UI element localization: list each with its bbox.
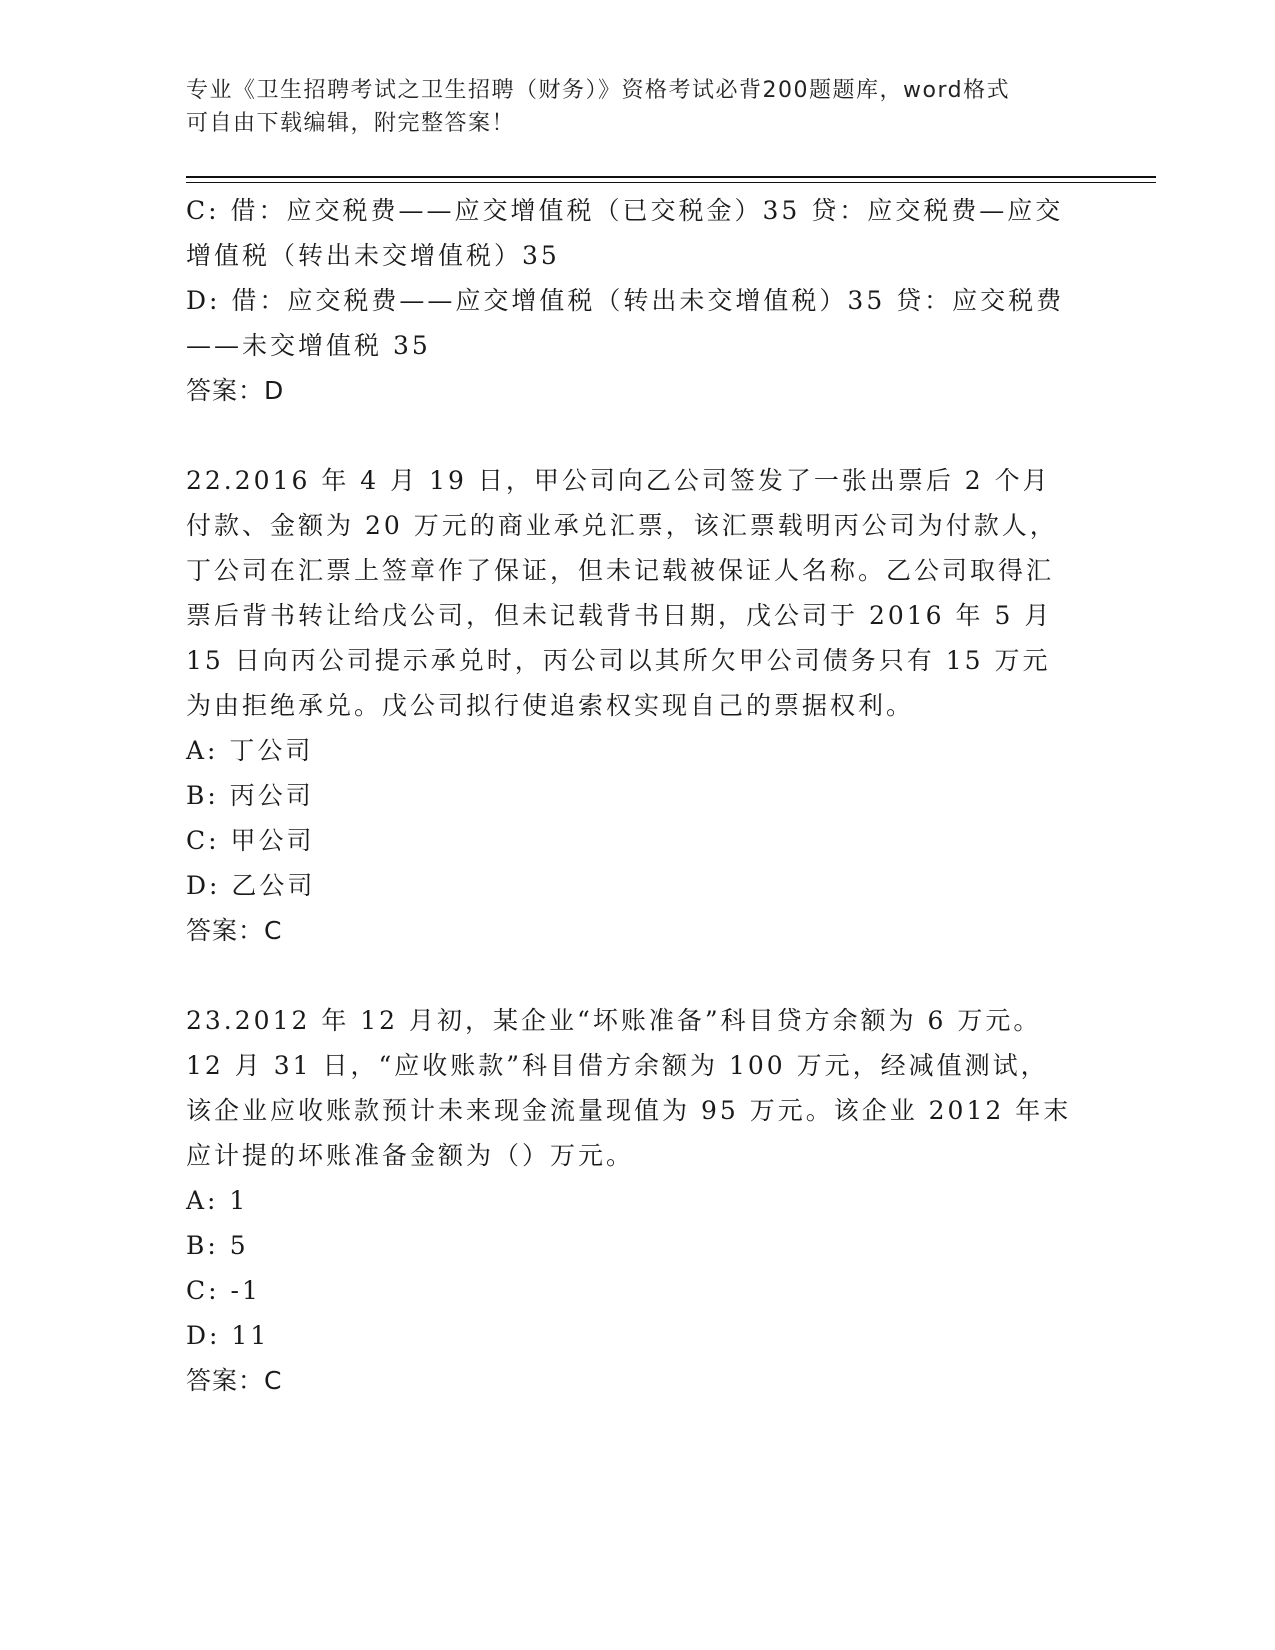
spacer <box>186 953 1076 998</box>
q23-option-a: A: 1 <box>186 1186 249 1215</box>
q21-answer: 答案：D <box>186 376 285 405</box>
q22-option-d: D: 乙公司 <box>186 871 316 900</box>
q23-option-c: C: -1 <box>186 1276 261 1305</box>
spacer <box>186 413 1076 458</box>
header-line-2: 可自由下载编辑，附完整答案！ <box>186 111 516 136</box>
q22-option-c: C: 甲公司 <box>186 826 315 855</box>
q23-answer: 答案：C <box>186 1366 283 1395</box>
q22-stem: 22.2016 年 4 月 19 日，甲公司向乙公司签发了一张出票后 2 个月付款、金额为 20 万元的商业承兑汇票，该汇票载明丙公司为付款人，丁公司在汇票上签章作了保证，但未记载被保证人名称。乙公司取得汇票后背书转让给戊公司，但未记载背书日期，戊公司于 2016 年 5 月 15 日向丙公司提示承兑时，丙公司以其所欠甲公司债务只有 15 万元为由拒绝承兑。戊公司拟行使追索权实现自己的票据权利。 <box>186 466 1058 720</box>
question-content <box>186 188 1076 1403</box>
q21-option-d: D: 借：应交税费——应交增值税（转出未交增值税）35 贷：应交税费——未交增值税 35 <box>186 286 1065 360</box>
q23-stem: 23.2012 年 12 月初，某企业“坏账准备”科目贷方余额为 6 万元。12 月 31 日，“应收账款”科目借方余额为 100 万元，经减值测试，该企业应收账款预计未来现金流量现值为 95 万元。该企业 2012 年末应计提的坏账准备金额为（）万元。 <box>186 1006 1072 1170</box>
q21-option-c: C: 借：应交税费——应交增值税（已交税金）35 贷：应交税费—应交增值税（转出未交增值税）35 <box>186 196 1064 270</box>
header-divider-thin <box>186 182 1156 183</box>
q23-option-d: D: 11 <box>186 1321 270 1350</box>
q22-option-a: A: 丁公司 <box>186 736 314 765</box>
header-divider-thick <box>186 176 1156 178</box>
header-line-1: 专业《卫生招聘考试之卫生招聘（财务）》资格考试必背200题题库，word格式 <box>186 78 1011 103</box>
q23-option-b: B: 5 <box>186 1231 249 1260</box>
document-header <box>186 74 1066 140</box>
q22-option-b: B: 丙公司 <box>186 781 314 810</box>
q22-answer: 答案：C <box>186 916 283 945</box>
